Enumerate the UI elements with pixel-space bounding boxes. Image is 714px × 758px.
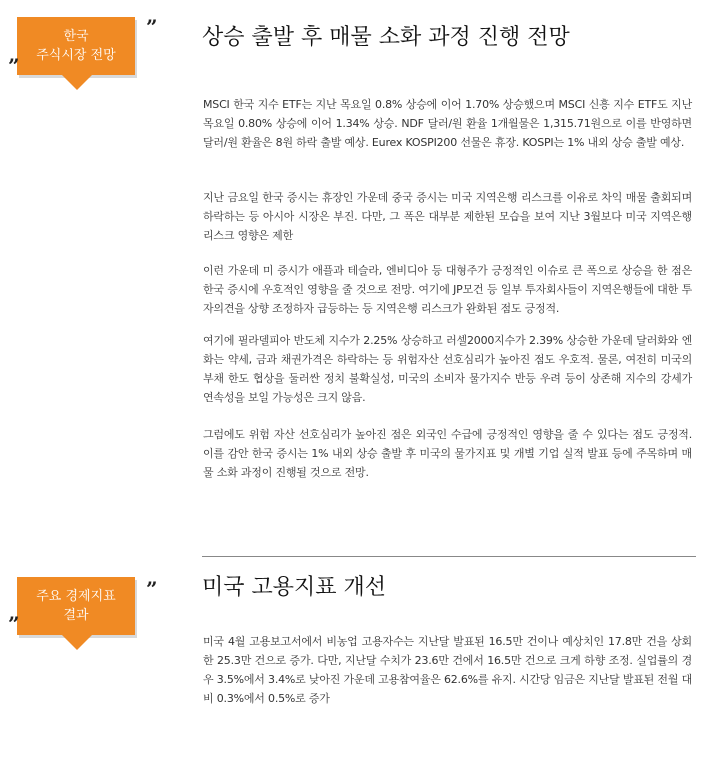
section-title: 상승 출발 후 매물 소화 과정 진행 전망 bbox=[202, 25, 570, 50]
badge-line: 주요 경제지표 bbox=[36, 589, 116, 604]
paragraph: MSCI 한국 지수 ETF는 지난 목요일 0.8% 상승에 이어 1.70% 상승했으며 MSCI 신흥 지수 ETF도 지난 목요일 0.80% 상승에 이어 1.34% 상승. NDF 달러/원 환율 1개월물은 1,315.71원으로 이를 반영하면 달러/원 환율은 8원 하락 출발 예상. Eurex KOSPI200 선물은 휴장. KOSPI는 1% 내외 상승 출발 예상. bbox=[203, 98, 692, 149]
quote-mark-open: ” bbox=[8, 54, 20, 78]
badge-line: 한국 bbox=[63, 29, 89, 44]
paragraph: 여기에 필라델피아 반도체 지수가 2.25% 상승하고 러셀2000지수가 2.39% 상승한 가운데 달러화와 엔화는 약세, 금과 채권가격은 하락하는 등 위험자산 선호심리가 높아진 점도 우호적. 물론, 여전히 미국의 부채 한도 협상을 둘러싼 정치 불확실성, 미국의 소비자 물가지수 반등 우려 등이 상존해 지수의 강세가 연속성을 보일 가능성은 크지 않음. bbox=[203, 334, 692, 404]
paragraph: 그럼에도 위험 자산 선호심리가 높아진 점은 외국인 수급에 긍정적인 영향을 줄 수 있다는 점도 긍정적. 이를 감안 한국 증시는 1% 내외 상승 출발 후 미국의 물가지표 및 개별 기업 실적 발표 등에 주목하며 매물 소화 과정이 진행될 것으로 전망. bbox=[203, 428, 692, 479]
quote-mark-open: ” bbox=[8, 612, 20, 636]
badge-line: 주식시장 전망 bbox=[36, 48, 116, 63]
section-badge bbox=[17, 577, 135, 635]
paragraph: 지난 금요일 한국 증시는 휴장인 가운데 중국 증시는 미국 지역은행 리스크를 이유로 차익 매물 출회되며 하락하는 등 아시아 시장은 부진. 다만, 그 폭은 대부분 제한된 모습을 보여 지난 3월보다 미국 지역은행 리스크 영향은 제한 bbox=[203, 191, 692, 242]
section-divider bbox=[202, 556, 696, 557]
quote-mark-close: ” bbox=[146, 15, 158, 39]
paragraph: 미국 4월 고용보고서에서 비농업 고용자수는 지난달 발표된 16.5만 건이나 예상치인 17.8만 건을 상회한 25.3만 건으로 증가. 다만, 지난달 수치가 23.6만 건에서 16.5만 건으로 크게 하향 조정. 실업률의 경우 3.5%에서 3.4%로 낮아진 가운데 고용참여율은 62.6%를 유지. 시간당 임금은 지난달 발표된 전월 대비 0.3%에서 0.5%로 증가 bbox=[203, 635, 692, 705]
section-badge bbox=[17, 17, 135, 75]
section-title: 미국 고용지표 개선 bbox=[202, 575, 387, 600]
badge-line: 결과 bbox=[63, 608, 89, 623]
badge-pointer bbox=[62, 75, 92, 90]
paragraph: 이런 가운데 미 증시가 애플과 테슬라, 엔비디아 등 대형주가 긍정적인 이슈로 큰 폭으로 상승을 한 점은 한국 증시에 우호적인 영향을 줄 것으로 전망. 여기에 JP모건 등 일부 투자회사들이 지역은행들에 대한 투자의견을 상향 조정하자 급등하는 등 지역은행 리스크가 완화된 점도 긍정적. bbox=[203, 264, 692, 315]
badge-pointer bbox=[62, 635, 92, 650]
quote-mark-close: ” bbox=[146, 577, 158, 601]
